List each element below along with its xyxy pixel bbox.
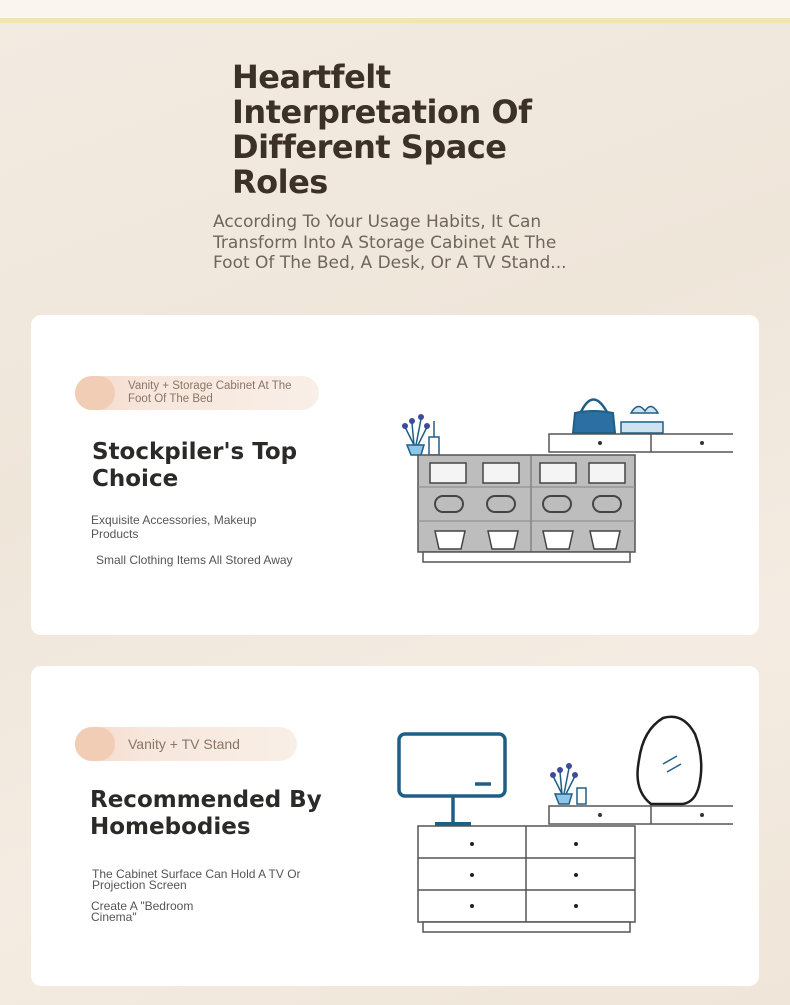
tv-monitor-icon <box>399 734 505 824</box>
tissue-box-icon <box>621 406 663 433</box>
vanity-tv-illustration <box>383 710 733 940</box>
feature-card-storage <box>31 315 759 635</box>
feature-line-2: Small Clothing Items All Stored Away <box>96 553 293 567</box>
hero-subtitle: According To Your Usage Habits, It Can Transform Into A Storage Cabinet At The Foot Of The Bed, A Desk, Or A TV Stand... <box>213 212 567 273</box>
feature-line-1: Exquisite Accessories, Makeup Products <box>91 513 257 541</box>
feature-tag <box>75 727 297 761</box>
vanity-storage-illustration <box>383 383 733 568</box>
mirror-icon <box>638 717 702 804</box>
plant-icon <box>550 763 586 804</box>
hero-title: Heartfelt Interpretation Of Different Space Roles <box>232 58 532 201</box>
plant-icon <box>402 414 439 455</box>
feature-title: Recommended By Homebodies <box>90 787 322 840</box>
top-strip <box>0 0 790 23</box>
feature-title: Stockpiler's Top Choice <box>92 439 298 492</box>
tag-dot <box>75 376 115 410</box>
feature-tag <box>75 376 319 410</box>
feature-line-2: Create A "Bedroom Cinema" <box>91 899 194 924</box>
feature-card-tv <box>31 666 759 986</box>
feature-line-1: The Cabinet Surface Can Hold A TV Or Projection Screen <box>92 867 301 892</box>
handbag-icon <box>573 400 615 434</box>
tag-dot <box>75 727 115 761</box>
feature-tag-label: Vanity + Storage Cabinet At The Foot Of The Bed <box>128 380 292 405</box>
feature-tag-label: Vanity + TV Stand <box>128 736 240 752</box>
